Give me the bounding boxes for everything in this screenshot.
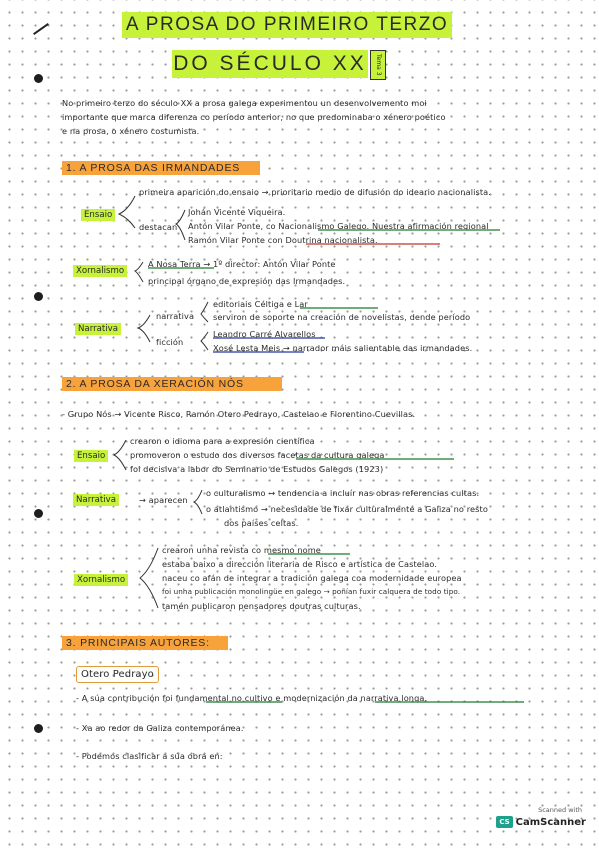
section-heading: 1. A PROSA DAS IRMANDADES — [62, 161, 260, 175]
bracket-stroke — [201, 302, 208, 322]
watermark-brand: CamScanner — [515, 816, 586, 828]
note-line: - Grupo Nós → Vicente Risco, Ramón Otero Pedrayo, Castelao e Florentino Cuevillas. — [62, 409, 416, 419]
intro-line: No primeiro terzo do século XX a prosa galega experimentou un desenvolvemento moi — [62, 98, 427, 108]
note-line: naceu co afán de integrar a tradición galega coa modernidade europea — [162, 573, 462, 583]
category-label-narrativa: Narrativa — [73, 494, 119, 506]
section-heading: 2. A PROSA DA XERACIÓN NÓS — [62, 377, 282, 391]
bracket-stroke — [140, 548, 158, 608]
author-line: Johán Vicente Viqueira. — [188, 207, 286, 217]
section-heading: 3. PRINCIPAIS AUTORES: — [62, 636, 228, 650]
note-line: estaba baixo a dirección literaria de Risco e artística de Castelao. — [162, 559, 438, 569]
scanner-watermark — [486, 806, 586, 840]
page-title-line2: DO SÉCULO XX — [172, 50, 368, 78]
category-label-xornalismo: Xornalismo — [74, 574, 128, 586]
category-label-xornalismo: Xornalismo — [73, 265, 127, 277]
bracket-stroke — [135, 262, 143, 282]
bracket-stroke — [114, 440, 126, 470]
note-line: o atlantismo → necesidade de fixar culturalmente a Galiza no resto — [206, 504, 488, 514]
category-label-ensaio: Ensaio — [81, 209, 115, 221]
note-line: crearon unha revista co mesmo nome — [162, 545, 321, 555]
note-line: crearon o idioma para a expresión científica — [130, 436, 315, 446]
note-line: editoriais Céltiga e Lar — [213, 299, 308, 309]
author-name: Otero Pedrayo — [76, 666, 159, 683]
note-line: promoveron o estudo dos diversos facetas da cultura galega — [130, 450, 385, 460]
note-line: principal órgano de expresión das Irmandades. — [148, 276, 346, 286]
note-line: Xosé Lesta Meis → narrador máis salientable das irmandades. — [213, 343, 473, 353]
intro-line: importante que marca diferenza co período anterior, no que predominaba o xénero poético — [62, 112, 446, 122]
note-line: - A súa contribución foi fundamental no cultivo e modernización da narrativa longa. — [76, 693, 428, 703]
note-line: - Podemos clasificar a súa obra en: — [76, 751, 223, 761]
note-label: → aparecen — [139, 495, 188, 505]
note-line: - Xa ao redor da Galiza contemporánea. — [76, 723, 244, 733]
page-title-line1: A PROSA DO PRIMEIRO TERZO — [122, 12, 452, 38]
camscanner-logo: CS — [496, 816, 512, 828]
category-label-ensaio: Ensaio — [74, 450, 108, 462]
note-line: foi decisiva a labor do Seminario de Estudos Galegos (1923) — [130, 464, 384, 474]
watermark-caption: Scanned with — [538, 806, 582, 814]
author-line: Ramón Vilar Ponte con Doutrina nacionalista. — [188, 235, 378, 245]
note-label: destacan — [139, 222, 178, 232]
note-line: foi unha publicación monolingüe en galego → poñían fuxir calquera de todo tipo. — [162, 587, 461, 596]
bracket-stroke — [201, 332, 208, 350]
note-line: Leandro Carré Alvarellos — [213, 329, 316, 339]
note-label: ficción — [156, 337, 184, 347]
author-line: Antón Vilar Ponte, co Nacionalismo Galego. Nuestra afirmación regional — [188, 221, 489, 231]
topic-tag: Tema 3 — [370, 50, 386, 80]
category-label-narrativa: Narrativa — [75, 323, 121, 335]
note-line: primeira aparición do ensaio → prioritario medio de difusión do ideario nacionalista. — [139, 187, 491, 197]
note-line: o culturalismo → tendencia a incluír nas obras referencias cultas. — [206, 488, 480, 498]
bracket-stroke — [194, 490, 202, 514]
note-line: dos países celtas. — [224, 518, 299, 528]
note-line: serviron de soporte na creación de novelistas, dende período — [213, 312, 471, 322]
note-label: narrativa — [156, 311, 195, 321]
bracket-stroke — [138, 315, 150, 342]
note-line: tamén publicaron pensadores doutras culturas. — [162, 601, 361, 611]
bracket-stroke — [119, 196, 135, 228]
intro-line: e na prosa, o xénero costumista. — [62, 126, 200, 136]
note-line: A Nosa Terra → 1º director: Antón Vilar Ponte — [148, 259, 336, 269]
bracket-stroke — [176, 210, 185, 240]
